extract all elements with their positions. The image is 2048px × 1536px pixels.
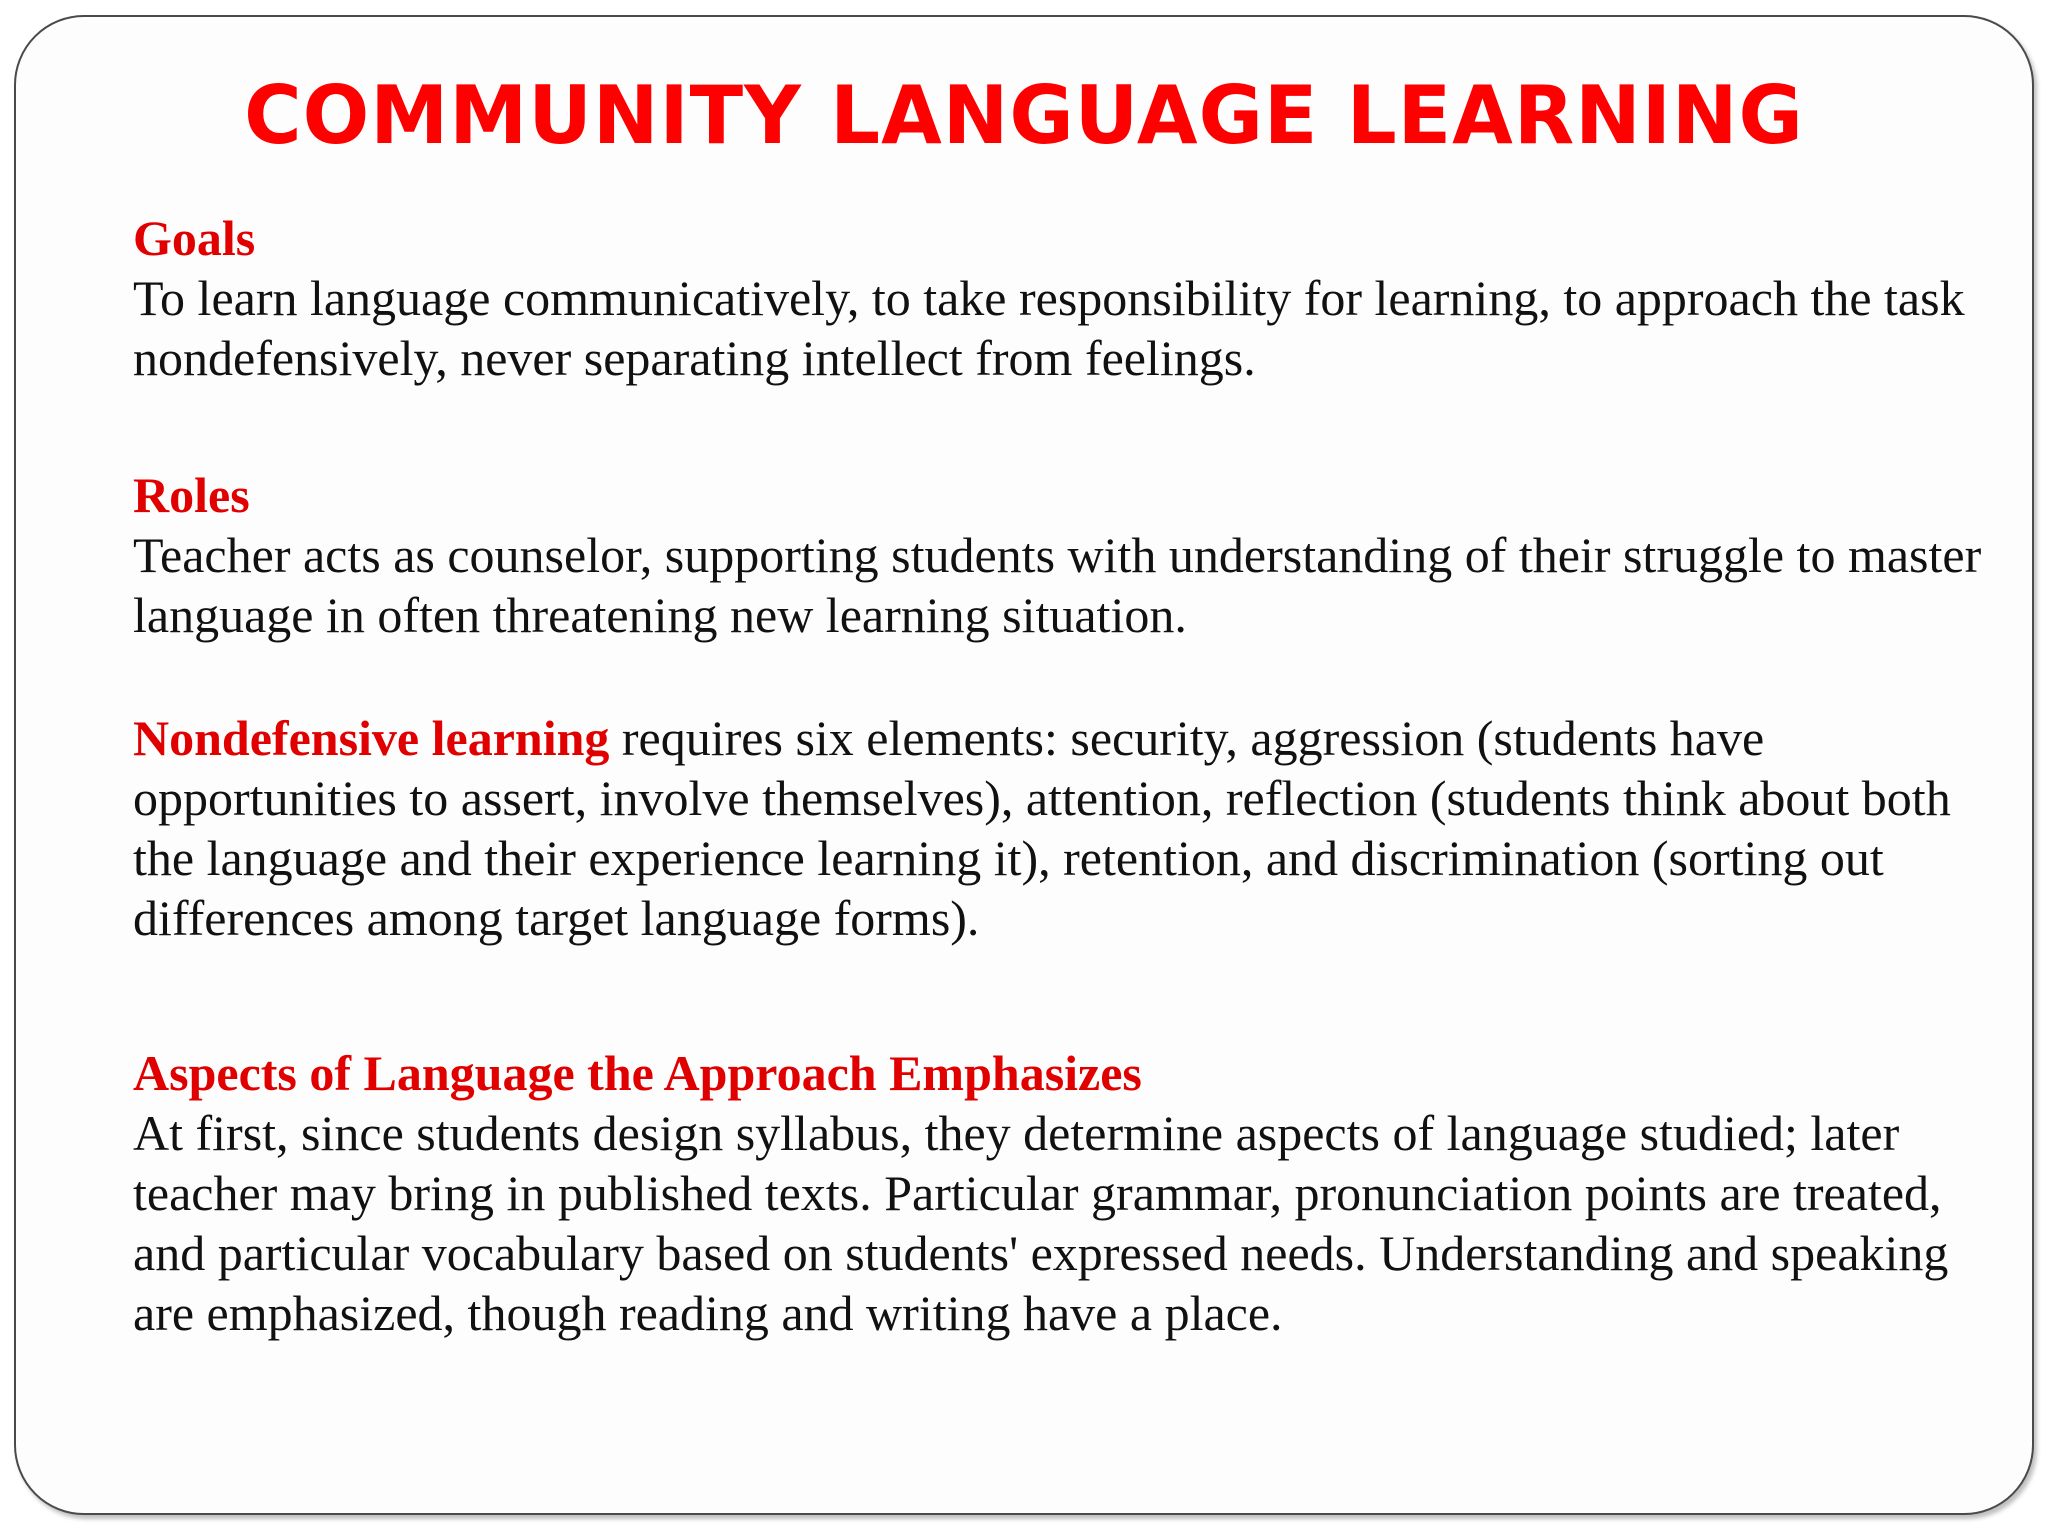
- section-goals: [133, 208, 1993, 388]
- section-heading-goals: Goals: [133, 210, 256, 266]
- section-heading-roles: Roles: [133, 467, 250, 523]
- section-roles: [133, 465, 1993, 645]
- section-nondefensive-learning: [133, 708, 1993, 948]
- slide-title: COMMUNITY LANGUAGE LEARNING: [244, 69, 1804, 162]
- section-body-aspects: At first, since students design syllabus, they determine aspects of language studied; later teacher may bring in published texts. Particular grammar, pronunciation points are treated, and particular vocabulary based on students' expressed needs. Understanding and speaking are emphasized, though reading and writing have a place.: [133, 1105, 1949, 1341]
- section-aspects: [133, 1043, 1993, 1343]
- section-heading-nondefensive-learning: Nondefensive learning: [133, 710, 610, 766]
- section-body-roles: Teacher acts as counselor, supporting students with understanding of their struggle to master language in often threatening new learning situation.: [133, 527, 1982, 643]
- section-body-nondefensive-learning: requires six elements: security, aggression (students have opportunities to assert, involve themselves), attention, reflection (students think about both the language and their experience learning it), retention, and discrimination (sorting out differences among target language forms).: [133, 710, 1951, 946]
- section-body-goals: To learn language communicatively, to take responsibility for learning, to approach the task nondefensively, never separating intellect from feelings.: [133, 270, 1965, 386]
- slide-content: [133, 208, 1993, 1343]
- section-heading-aspects: Aspects of Language the Approach Emphasizes: [133, 1045, 1142, 1101]
